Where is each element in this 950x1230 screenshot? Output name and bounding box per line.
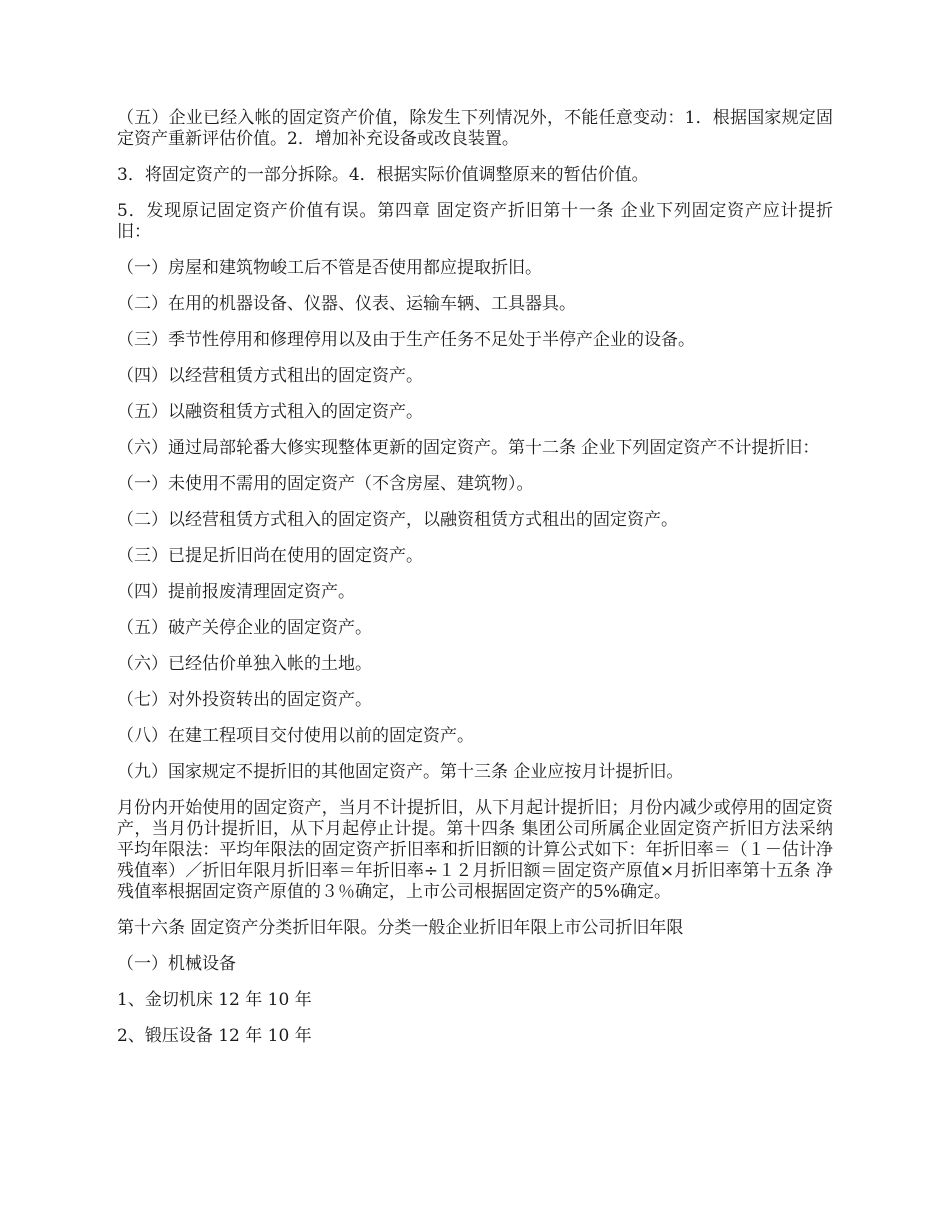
paragraph-15: （六）已经估价单独入帐的土地。: [117, 654, 372, 674]
paragraph-13: （四）提前报废清理固定资产。: [117, 582, 355, 602]
paragraph-14: （五）破产关停企业的固定资产。: [117, 618, 372, 638]
paragraph-2: 3．将固定资产的一部分拆除。4．根据实际价值调整原来的暂估价值。: [117, 165, 649, 185]
paragraph-22: 1、金切机床 12 年 10 年: [117, 990, 312, 1010]
paragraph-5: （二）在用的机器设备、仪器、仪表、运输车辆、工具器具。: [117, 294, 576, 314]
paragraph-6: （三）季节性停用和修理停用以及由于生产任务不足处于半停产企业的设备。: [117, 330, 695, 350]
paragraph-4: （一）房屋和建筑物峻工后不管是否使用都应提取折旧。: [117, 258, 542, 278]
paragraph-3: 5．发现原记固定资产价值有误。第四章 固定资产折旧第十一条 企业下列固定资产应计提折旧：: [117, 201, 833, 242]
paragraph-19: 月份内开始使用的固定资产，当月不计提折旧，从下月起计提折旧；月份内减少或停用的固定资产，当月仍计提折旧，从下月起停止计提。第十四条 集团公司所属企业固定资产折旧方法采纳平均年限法：平均年限法的固定资产折旧率和折旧额的计算公式如下：年折旧率＝（１－估计净残值率）／折旧年限月折旧率＝年折旧率÷１２月折旧额＝固定资产原值×月折旧率第十五条 净残值率根据固定资产原值的３％确定，上市公司根据固定资产的5%确定。: [117, 798, 833, 902]
paragraph-11: （二）以经营租赁方式租入的固定资产，以融资租赁方式租出的固定资产。: [117, 510, 678, 530]
paragraph-20: 第十六条 固定资产分类折旧年限。分类一般企业折旧年限上市公司折旧年限: [117, 918, 684, 938]
paragraph-1: （五）企业已经入帐的固定资产价值，除发生下列情况外，不能任意变动：1．根据国家规定固定资产重新评估价值。2．增加补充设备或改良装置。: [117, 108, 833, 149]
paragraph-10: （一）未使用不需用的固定资产（不含房屋、建筑物）。: [117, 474, 534, 494]
paragraph-21: （一）机械设备: [117, 954, 236, 974]
paragraph-18: （九）国家规定不提折旧的其他固定资产。第十三条 企业应按月计提折旧。: [117, 762, 684, 782]
paragraph-17: （八）在建工程项目交付使用以前的固定资产。: [117, 726, 474, 746]
paragraph-7: （四）以经营租赁方式租出的固定资产。: [117, 366, 423, 386]
paragraph-9: （六）通过局部轮番大修实现整体更新的固定资产。第十二条 企业下列固定资产不计提折旧：: [117, 438, 820, 458]
paragraph-8: （五）以融资租赁方式租入的固定资产。: [117, 402, 423, 422]
paragraph-16: （七）对外投资转出的固定资产。: [117, 690, 372, 710]
document-body: [117, 108, 833, 1062]
paragraph-12: （三）已提足折旧尚在使用的固定资产。: [117, 546, 423, 566]
paragraph-23: 2、锻压设备 12 年 10 年: [117, 1026, 312, 1046]
